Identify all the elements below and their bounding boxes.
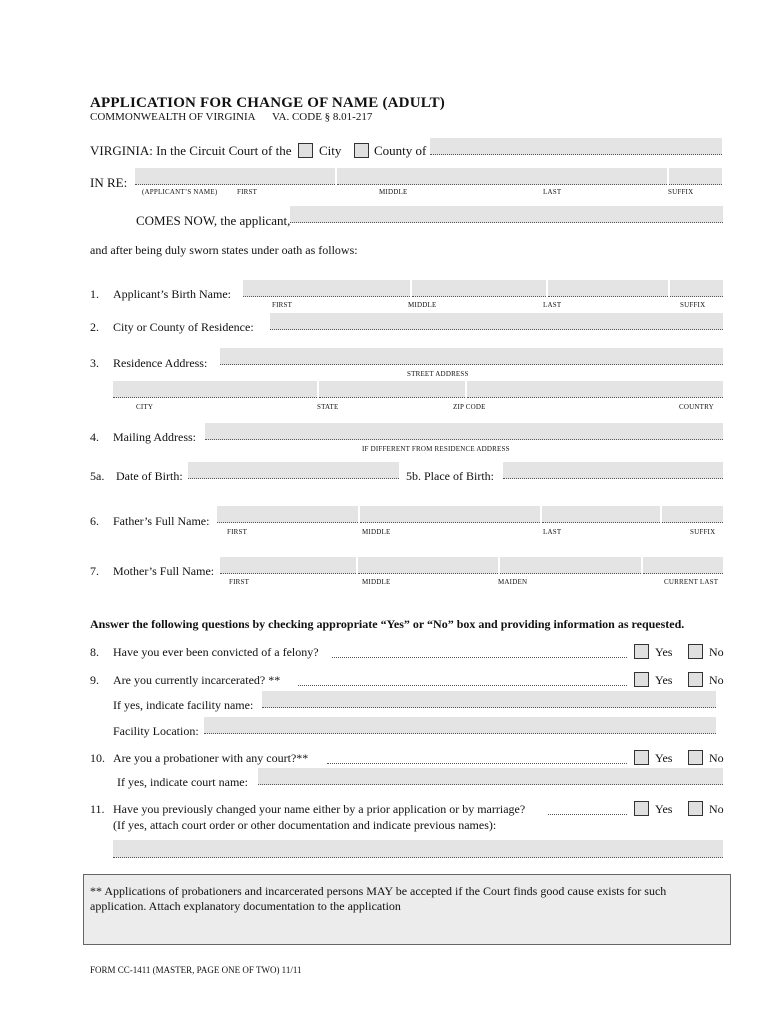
birth-suffix-field[interactable] — [670, 280, 723, 297]
date-of-birth-field[interactable] — [188, 462, 399, 479]
street-address-field[interactable] — [220, 348, 723, 365]
q11-no-label: No — [709, 802, 724, 816]
street-address-caption: STREET ADDRESS — [407, 370, 469, 378]
q8-yes-checkbox[interactable] — [634, 644, 649, 659]
in-re-first-field[interactable] — [135, 168, 335, 185]
footnote-text: ** Applications of probationers and incarcerated persons MAY be accepted if the Court finds good cause exists for such application. Attach explanatory documentation to the application — [90, 884, 667, 913]
va-code-label: VA. CODE § 8.01-217 — [272, 111, 373, 123]
item-3-number: 3. — [90, 356, 99, 370]
state-field[interactable] — [319, 381, 465, 398]
form-title: APPLICATION FOR CHANGE OF NAME (ADULT) — [90, 95, 445, 111]
q10-no-checkbox[interactable] — [688, 750, 703, 765]
comes-now-text: COMES NOW, the applicant, — [136, 213, 291, 228]
item-2-number: 2. — [90, 320, 99, 334]
in-re-middle-last-field[interactable] — [337, 168, 667, 185]
birth-last-caption: LAST — [543, 301, 562, 309]
q10-number: 10. — [90, 751, 105, 765]
q9-no-label: No — [709, 673, 724, 687]
city-field[interactable] — [113, 381, 317, 398]
city-caption: CITY — [136, 403, 154, 411]
in-re-last-caption: LAST — [543, 188, 562, 196]
applicant-name-field[interactable] — [290, 206, 723, 223]
instructions-text: Answer the following questions by checking appropriate “Yes” or “No” box and providing information as requested. — [90, 617, 685, 631]
father-last-caption: LAST — [543, 528, 562, 536]
form-id: FORM CC-1411 (MASTER, PAGE ONE OF TWO) 11/11 — [90, 965, 302, 975]
father-middle-field[interactable] — [360, 506, 540, 523]
mother-maiden-caption: MAIDEN — [498, 578, 528, 586]
county-checkbox[interactable] — [354, 143, 369, 158]
father-last-field[interactable] — [542, 506, 660, 523]
place-of-birth-label: 5b. Place of Birth: — [406, 469, 494, 483]
q9-yes-label: Yes — [655, 673, 673, 687]
birth-suffix-caption: SUFFIX — [680, 301, 706, 309]
q10-yes-checkbox[interactable] — [634, 750, 649, 765]
father-first-caption: FIRST — [227, 528, 248, 536]
mailing-address-field[interactable] — [205, 423, 723, 440]
q9-text: Are you currently incarcerated? ** — [113, 673, 281, 687]
q8-no-checkbox[interactable] — [688, 644, 703, 659]
birth-last-field[interactable] — [548, 280, 668, 297]
q10-leader — [327, 762, 627, 764]
father-suffix-caption: SUFFIX — [690, 528, 716, 536]
father-middle-caption: MIDDLE — [362, 528, 391, 536]
city-label: City — [319, 143, 342, 158]
q8-leader — [332, 656, 627, 658]
q8-number: 8. — [90, 645, 99, 659]
applicant-name-caption: (APPLICANT’S NAME) — [142, 188, 218, 196]
birth-middle-caption: MIDDLE — [408, 301, 437, 309]
facility-name-label: If yes, indicate facility name: — [113, 698, 254, 712]
zip-country-field[interactable] — [467, 381, 723, 398]
q10-yes-label: Yes — [655, 751, 673, 765]
in-re-suffix-caption: SUFFIX — [668, 188, 694, 196]
item-7-number: 7. — [90, 564, 99, 578]
facility-location-label: Facility Location: — [113, 724, 199, 738]
residence-address-label: Residence Address: — [113, 356, 208, 370]
city-checkbox[interactable] — [298, 143, 313, 158]
in-re-first-caption: FIRST — [237, 188, 258, 196]
item-4-number: 4. — [90, 430, 99, 444]
sworn-statement: and after being duly sworn states under oath as follows: — [90, 243, 358, 257]
mother-middle-caption: MIDDLE — [362, 578, 391, 586]
commonwealth-label: COMMONWEALTH OF VIRGINIA — [90, 111, 256, 123]
item-1-number: 1. — [90, 287, 99, 301]
place-of-birth-field[interactable] — [503, 462, 723, 479]
mother-middle-field[interactable] — [358, 557, 498, 574]
q8-yes-label: Yes — [655, 645, 673, 659]
q11-yes-checkbox[interactable] — [634, 801, 649, 816]
father-first-field[interactable] — [217, 506, 358, 523]
mailing-address-label: Mailing Address: — [113, 430, 196, 444]
county-label: County of — [374, 143, 427, 158]
q11-leader — [548, 813, 627, 815]
facility-location-field[interactable] — [204, 717, 716, 734]
in-re-label: IN RE: — [90, 175, 128, 190]
court-name-label: If yes, indicate court name: — [117, 775, 248, 789]
q10-no-label: No — [709, 751, 724, 765]
q9-leader — [298, 684, 627, 686]
q11-number: 11. — [90, 802, 105, 816]
in-re-suffix-field[interactable] — [669, 168, 722, 185]
q11-yes-label: Yes — [655, 802, 673, 816]
facility-name-field[interactable] — [262, 691, 716, 708]
q11-note: (If yes, attach court order or other documentation and indicate previous names): — [113, 818, 497, 832]
court-name-field[interactable] — [258, 768, 723, 785]
q10-text: Are you a probationer with any court?** — [113, 751, 309, 765]
q8-text: Have you ever been convicted of a felony? — [113, 645, 319, 659]
country-caption: COUNTRY — [679, 403, 714, 411]
birth-name-label: Applicant’s Birth Name: — [113, 287, 231, 301]
father-suffix-field[interactable] — [662, 506, 723, 523]
mailing-address-caption: IF DIFFERENT FROM RESIDENCE ADDRESS — [362, 445, 510, 453]
mother-current-last-caption: CURRENT LAST — [664, 578, 719, 586]
father-name-label: Father’s Full Name: — [113, 514, 210, 528]
residence-locality-field[interactable] — [270, 313, 723, 330]
court-prefix: VIRGINIA: In the Circuit Court of the — [90, 143, 292, 158]
q9-yes-checkbox[interactable] — [634, 672, 649, 687]
birth-middle-field[interactable] — [412, 280, 546, 297]
q11-no-checkbox[interactable] — [688, 801, 703, 816]
mother-name-label: Mother’s Full Name: — [113, 564, 215, 578]
birth-first-caption: FIRST — [272, 301, 293, 309]
date-of-birth-label: Date of Birth: — [116, 469, 183, 483]
q9-no-checkbox[interactable] — [688, 672, 703, 687]
q9-number: 9. — [90, 673, 99, 687]
q8-no-label: No — [709, 645, 724, 659]
mother-first-field[interactable] — [220, 557, 356, 574]
mother-first-caption: FIRST — [229, 578, 250, 586]
item-6-number: 6. — [90, 514, 99, 528]
q11-text: Have you previously changed your name either by a prior application or by marriage? — [113, 802, 526, 816]
state-caption: STATE — [317, 403, 339, 411]
previous-names-field[interactable] — [113, 840, 723, 858]
item-5a-number: 5a. — [90, 469, 105, 483]
mother-current-last-field[interactable] — [643, 557, 723, 574]
residence-locality-label: City or County of Residence: — [113, 320, 254, 334]
zip-caption: ZIP CODE — [453, 403, 486, 411]
birth-first-field[interactable] — [243, 280, 410, 297]
in-re-middle-caption: MIDDLE — [379, 188, 408, 196]
mother-maiden-field[interactable] — [500, 557, 641, 574]
court-locality-field[interactable] — [430, 138, 722, 155]
